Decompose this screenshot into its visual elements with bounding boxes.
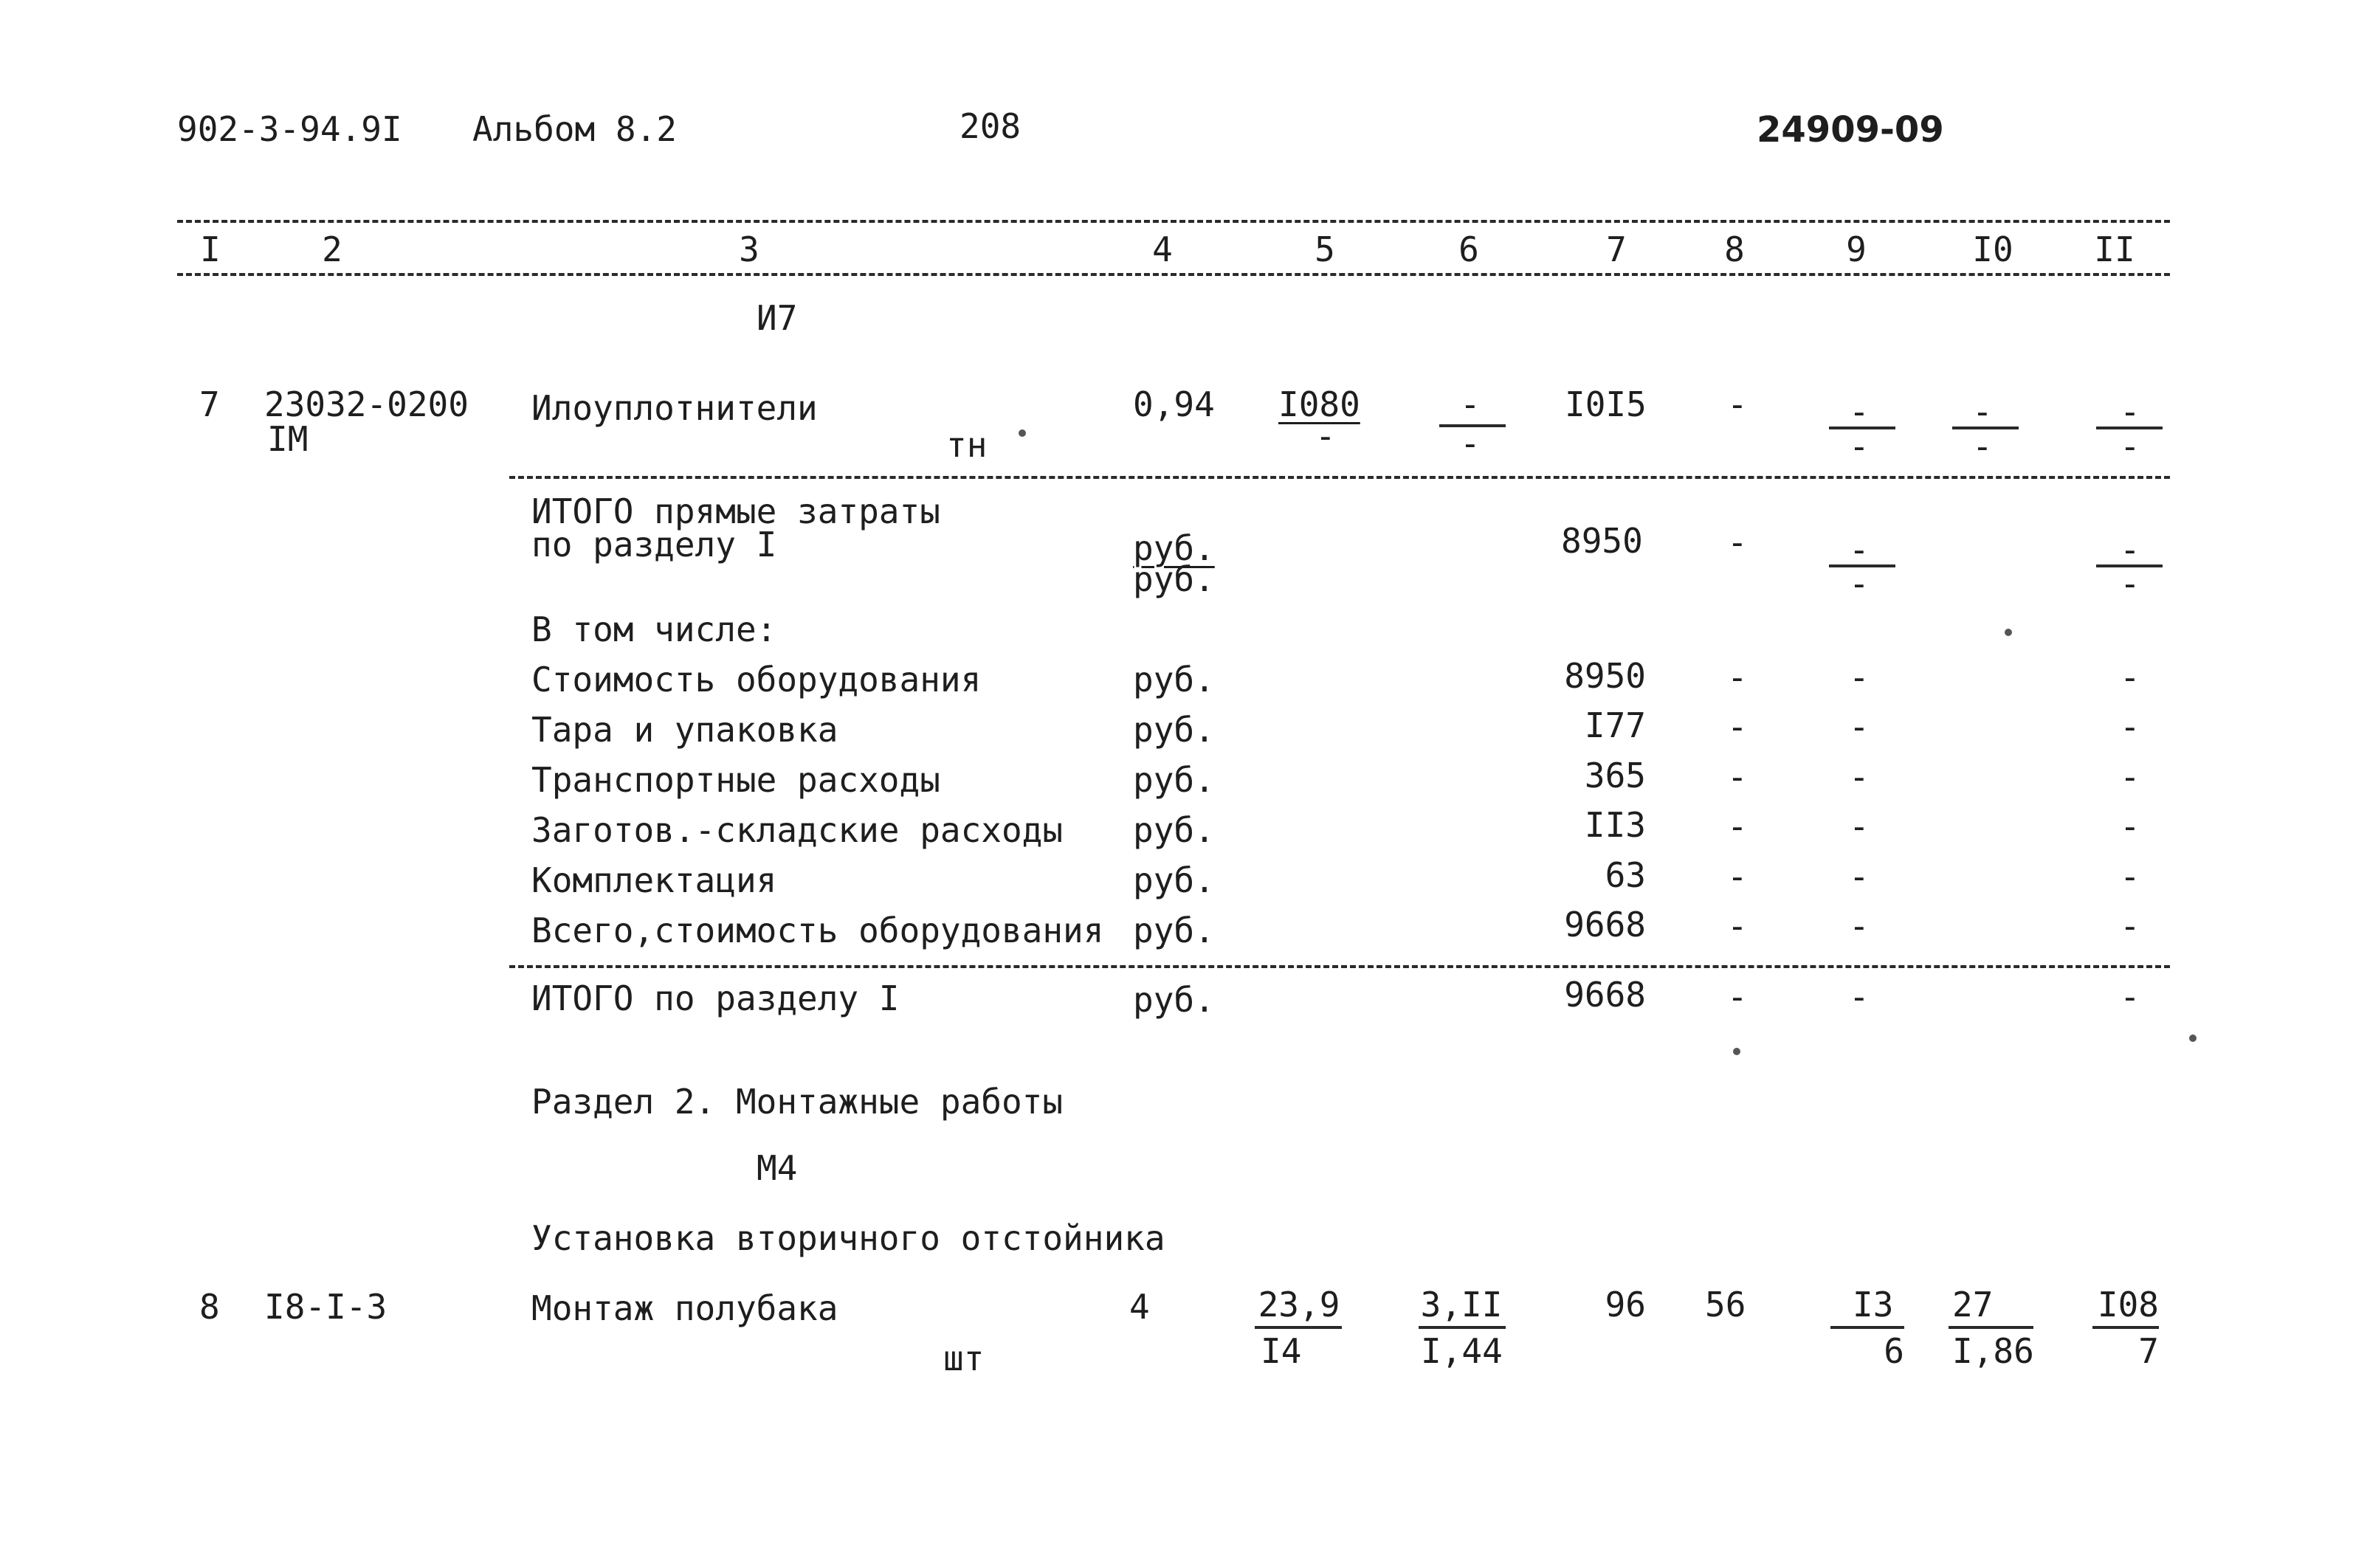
column-header-7: 7	[1606, 229, 1627, 269]
item-col8-value: -	[1727, 384, 1748, 424]
breakdown-row-name: Всего,стоимость оборудования	[531, 911, 1104, 950]
item8-col11-numerator: I08	[2097, 1285, 2159, 1324]
breakdown-row-name: Тара и упаковка	[531, 710, 838, 750]
breakdown-row-name: Транспортные расходы	[531, 760, 940, 800]
breakdown-row-col8: -	[1727, 857, 1748, 897]
total-direct-col7: 8950	[1561, 521, 1643, 561]
breakdown-row-unit: руб.	[1133, 911, 1215, 950]
column-header-9: 9	[1846, 229, 1867, 269]
item8-col11-denominator: 7	[2138, 1331, 2159, 1371]
item-number: 7	[199, 384, 220, 424]
total-section-col11: -	[2120, 977, 2140, 1017]
item-unit: тн	[946, 425, 988, 465]
item-col5-value: I080	[1278, 384, 1360, 424]
breakdown-row-unit: руб.	[1133, 760, 1215, 800]
item7-bottom-rule	[509, 476, 2170, 479]
column-header-11: II	[2094, 229, 2135, 269]
total-direct-label-line2: по разделу I	[531, 525, 777, 564]
including-label: В том числе:	[531, 609, 777, 649]
breakdown-row-col9: -	[1849, 857, 1870, 897]
album-label: Альбом 8.2	[472, 109, 677, 149]
page-number: 208	[960, 106, 1022, 146]
scan-speck	[1019, 429, 1026, 437]
column-header-1: I	[200, 229, 221, 269]
item8-quantity: 4	[1129, 1287, 1150, 1327]
column-header-5: 5	[1315, 229, 1335, 269]
breakdown-row-col11: -	[2120, 857, 2140, 897]
breakdown-row-unit: руб.	[1133, 810, 1215, 850]
breakdown-row-col7: II3	[1584, 805, 1646, 845]
item-col5-denominator: -	[1315, 416, 1336, 456]
breakdown-row-col8: -	[1727, 906, 1748, 946]
column-header-2: 2	[322, 229, 342, 269]
breakdown-row-name: Заготов.-складские расходы	[531, 810, 1064, 850]
breakdown-row-name: Комплектация	[531, 860, 777, 900]
item8-col5-numerator: 23,9	[1258, 1285, 1340, 1324]
item8-col10-denominator: I,86	[1952, 1331, 2034, 1371]
item-col7-value: I0I5	[1565, 384, 1647, 424]
breakdown-row-col9: -	[1849, 807, 1870, 846]
column-header-10: I0	[1972, 229, 2013, 269]
section-code: И7	[757, 298, 798, 338]
total-direct-col11-numerator: -	[2120, 530, 2140, 570]
breakdown-row-col11: -	[2120, 707, 2140, 747]
total-direct-col11-denominator: -	[2120, 564, 2140, 604]
total-section-col8: -	[1727, 977, 1748, 1017]
item8-col6-fraction-bar	[1419, 1326, 1506, 1329]
item8-col9-fraction-bar	[1830, 1326, 1904, 1329]
item-quantity: 0,94	[1133, 384, 1215, 424]
breakdown-row-col8: -	[1727, 657, 1748, 697]
total-direct-label-line1: ИТОГО прямые затраты	[531, 491, 940, 531]
item-col10-numerator: -	[1972, 392, 1993, 432]
total-direct-col9-numerator: -	[1849, 530, 1870, 570]
item8-code: I8-I-3	[264, 1287, 387, 1327]
breakdown-row-col11: -	[2120, 757, 2140, 797]
section-2-code: М4	[757, 1148, 798, 1188]
breakdown-row-unit: руб.	[1133, 710, 1215, 750]
total-direct-col8: -	[1727, 522, 1748, 562]
item8-col9-numerator: I3	[1853, 1285, 1894, 1324]
item8-col7-value: 96	[1605, 1285, 1646, 1324]
column-header-8: 8	[1724, 229, 1745, 269]
total-direct-unit-numerator: руб.	[1133, 528, 1215, 568]
section-2-title: Раздел 2. Монтажные работы	[531, 1082, 1064, 1122]
breakdown-row-col9: -	[1849, 906, 1870, 946]
breakdown-row-col9: -	[1849, 707, 1870, 747]
breakdown-row-unit: руб.	[1133, 660, 1215, 700]
scan-speck	[2005, 629, 2012, 636]
breakdown-row-col11: -	[2120, 807, 2140, 846]
column-header-4: 4	[1152, 229, 1173, 269]
breakdown-row-col11: -	[2120, 906, 2140, 946]
breakdown-row-col11: -	[2120, 657, 2140, 697]
item-col11-numerator: -	[2120, 392, 2140, 432]
total-section-unit: руб.	[1133, 980, 1215, 1020]
scan-speck	[1733, 1048, 1740, 1055]
total-section-label: ИТОГО по разделу I	[531, 978, 900, 1018]
document-code: 24909-09	[1757, 109, 1944, 151]
breakdown-row-col7: 63	[1605, 855, 1646, 895]
column-header-3: 3	[739, 229, 759, 269]
breakdown-row-col7: 8950	[1564, 656, 1646, 696]
total-direct-col9-denominator: -	[1849, 564, 1870, 604]
item8-col5-denominator: I4	[1261, 1331, 1302, 1371]
item-col10-denominator: -	[1972, 426, 1993, 466]
item-code: 23032-0200	[264, 384, 469, 424]
item-col6-denominator: -	[1460, 424, 1481, 463]
item-col6-numerator: -	[1460, 384, 1481, 424]
breakdown-row-col7: 365	[1584, 756, 1646, 795]
breakdown-row-col7: I77	[1584, 705, 1646, 745]
project-code: 902-3-94.9I	[177, 109, 402, 149]
item-col9-denominator: -	[1849, 426, 1870, 466]
item-col11-denominator: -	[2120, 426, 2140, 466]
total-direct-unit-denominator: руб.	[1133, 559, 1215, 599]
item-col9-numerator: -	[1849, 392, 1870, 432]
item-name: Илоуплотнители	[531, 388, 818, 428]
item8-unit: шт	[943, 1339, 985, 1378]
column-header-top-rule	[177, 220, 2170, 223]
breakdown-row-col9: -	[1849, 757, 1870, 797]
breakdown-bottom-rule	[509, 965, 2170, 968]
item8-col10-fraction-bar	[1949, 1326, 2033, 1329]
item-code-suffix: IM	[267, 419, 309, 459]
scan-speck	[2189, 1035, 2197, 1042]
item8-col9-denominator: 6	[1884, 1331, 1904, 1371]
item8-name: Монтаж полубака	[531, 1288, 838, 1328]
item8-number: 8	[199, 1287, 220, 1327]
breakdown-row-col7: 9668	[1564, 905, 1646, 944]
breakdown-row-col8: -	[1727, 757, 1748, 797]
item8-col8-value: 56	[1705, 1285, 1746, 1324]
breakdown-row-col9: -	[1849, 657, 1870, 697]
breakdown-row-col8: -	[1727, 707, 1748, 747]
item8-col6-numerator: 3,II	[1420, 1285, 1503, 1324]
item8-col6-denominator: I,44	[1421, 1331, 1503, 1371]
item8-col10-numerator: 27	[1952, 1285, 1994, 1324]
breakdown-row-unit: руб.	[1133, 860, 1215, 900]
breakdown-row-name: Стоимость оборудования	[531, 660, 982, 700]
breakdown-row-col8: -	[1727, 807, 1748, 846]
column-header-6: 6	[1458, 229, 1479, 269]
subsection-title: Установка вторичного отстойника	[531, 1218, 1165, 1258]
total-section-col7: 9668	[1564, 975, 1646, 1015]
column-header-bottom-rule	[177, 273, 2170, 276]
item8-col11-fraction-bar	[2092, 1326, 2159, 1329]
total-section-col9: -	[1849, 977, 1870, 1017]
item8-col5-fraction-bar	[1255, 1326, 1342, 1329]
